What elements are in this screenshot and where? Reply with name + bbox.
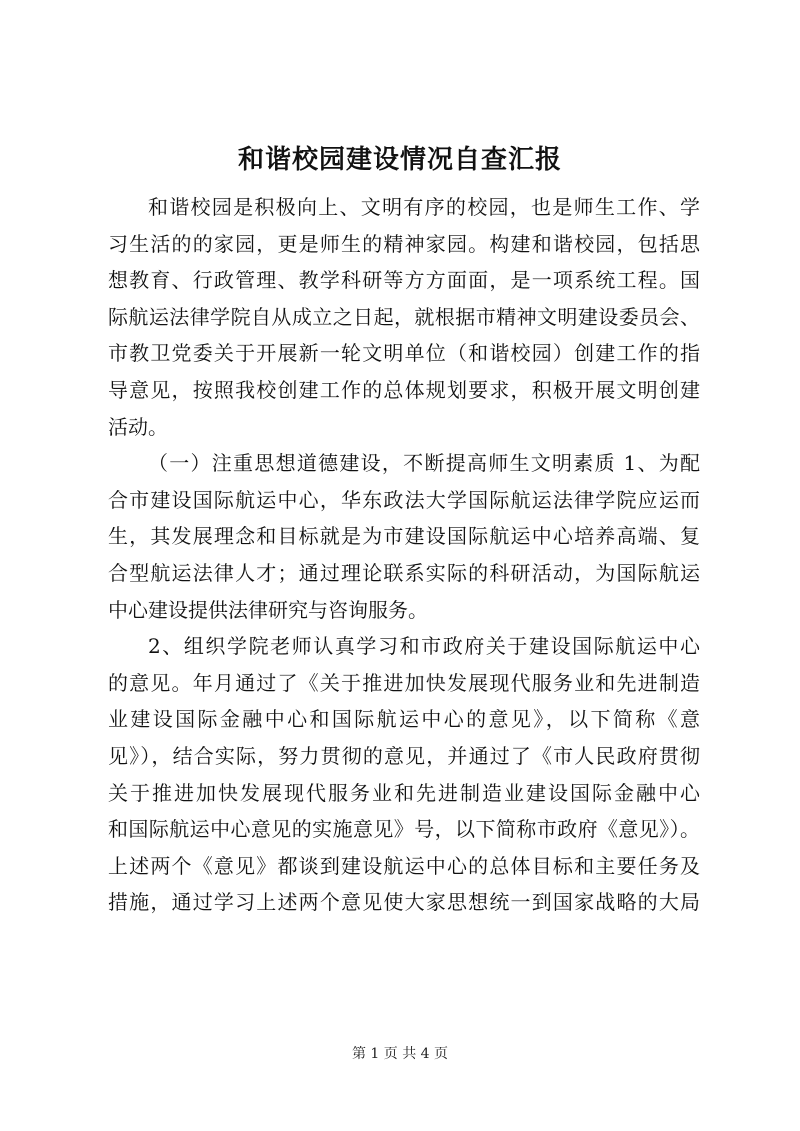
document-title: 和谐校园建设情况自查汇报	[237, 145, 562, 175]
paragraph-line: 2、组织学院老师认真学习和市政府关于建设国际航运中心	[148, 634, 700, 659]
paragraph-line: 业建设国际金融中心和国际航运中心的意见》，以下简称《意	[108, 707, 700, 732]
paragraph-line: 习生活的的家园，更是师生的精神家园。构建和谐校园，包括思	[108, 231, 700, 256]
paragraph-line: 见》），结合实际，努力贯彻的意见，并通过了《市人民政府贯彻	[108, 743, 700, 768]
document-body	[108, 189, 700, 921]
paragraph-line: 的意见。年月通过了《关于推进加快发展现代服务业和先进制造	[108, 670, 700, 695]
paragraph-line: 中心建设提供法律研究与咨询服务。	[108, 597, 428, 622]
paragraph-line: 上述两个《意见》都谈到建设航运中心的总体目标和主要任务及	[108, 853, 700, 878]
paragraph-line: 和国际航运中心意见的实施意见》号，以下简称市政府《意见》）。	[108, 817, 700, 842]
paragraph-line: 合市建设国际航运中心，华东政法大学国际航运法律学院应运而	[108, 487, 700, 512]
paragraph-line: 活动。	[108, 414, 168, 439]
paragraph-line: 合型航运法律人才；通过理论联系实际的科研活动，为国际航运	[108, 560, 700, 585]
page-number-footer: 第 1 页 共 4 页	[351, 1046, 449, 1062]
paragraph-line: （一）注重思想道德建设，不断提高师生文明素质 1、为配	[148, 451, 700, 476]
paragraph-line: 际航运法律学院自从成立之日起，就根据市精神文明建设委员会、	[108, 304, 700, 329]
paragraph-line: 和谐校园是积极向上、文明有序的校园，也是师生工作、学	[148, 195, 700, 219]
paragraph-line: 市教卫党委关于开展新一轮文明单位（和谐校园）创建工作的指	[108, 341, 700, 366]
paragraph-line: 关于推进加快发展现代服务业和先进制造业建设国际金融中心	[108, 780, 700, 805]
paragraph-line: 导意见，按照我校创建工作的总体规划要求，积极开展文明创建	[108, 377, 700, 402]
paragraph-line: 生，其发展理念和目标就是为市建设国际航运中心培养高端、复	[108, 524, 700, 549]
paragraph-line: 想教育、行政管理、教学科研等方方面面，是一项系统工程。国	[108, 268, 700, 293]
paragraph-line: 措施，通过学习上述两个意见使大家思想统一到国家战略的大局	[108, 890, 700, 915]
